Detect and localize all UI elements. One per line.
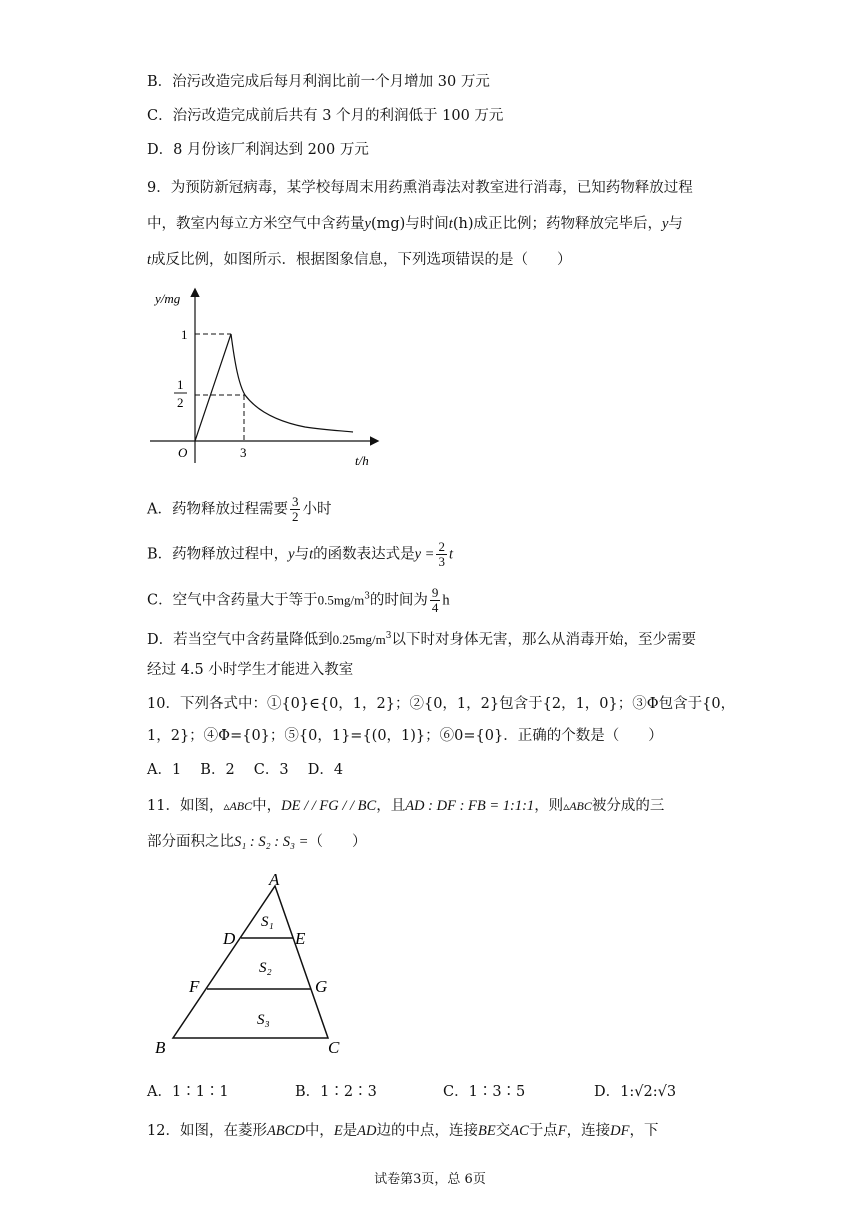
triangle-abc: ▵ABC: [563, 799, 592, 813]
linear-segment: [195, 334, 231, 441]
q11-stem-line2: [147, 832, 366, 852]
fraction: [290, 495, 301, 524]
triangle-outline: [173, 886, 328, 1038]
segment-ac: AC: [510, 1123, 529, 1139]
q9-stem-line3: [147, 250, 572, 270]
label-s3: S₃: [257, 1012, 270, 1028]
q8-option-c: C．治污改造完成前后共有 3 个月的利润低于 100 万元: [147, 108, 504, 124]
ratio-expr: AD : DF : FB = 1:1:1: [405, 798, 535, 814]
q11-option-c: C．1∶3∶5: [443, 1084, 526, 1100]
area-ratio-expr: S₁ : S₂ : S₃ =: [234, 834, 309, 850]
numerator: 2: [438, 539, 445, 554]
origin-label: O: [178, 445, 188, 460]
numerator: 3: [291, 494, 299, 509]
denominator: 3: [438, 554, 445, 569]
q12-text: 是: [342, 1123, 358, 1139]
q9-option-d: [147, 626, 696, 650]
label-d: D: [223, 929, 236, 948]
superscript: 3: [364, 591, 370, 602]
var-t: t: [309, 546, 314, 563]
y-tick-half-num: 1: [177, 377, 184, 392]
label-e: E: [295, 929, 306, 948]
q8-option-d: D．8 月份该厂利润达到 200 万元: [147, 142, 369, 158]
superscript: 3: [385, 631, 392, 641]
triangle-abc: ▵ABC: [223, 799, 253, 813]
inverse-curve: [231, 334, 353, 432]
equation: y =: [414, 546, 435, 563]
q8-option-b: B．治污改造完成后每月利润比前一个月增加 30 万元: [147, 74, 490, 90]
value: 0.25mg/m: [332, 631, 386, 647]
var-t: t: [448, 546, 454, 563]
q11-text: ，则: [534, 798, 564, 814]
q9-option-d-line2: 经过 4.5 小时学生才能进入教室: [147, 662, 354, 678]
q9-text: 与: [294, 546, 310, 563]
unit-h: h: [442, 592, 450, 609]
q9-text: 成正比例；药物释放完毕后，: [473, 216, 662, 232]
segment-ad: AD: [357, 1123, 377, 1139]
parallel-expr: DE / / FG / / BC: [281, 798, 377, 814]
unit-mg: (mg): [370, 216, 406, 232]
value: 0.5mg/m: [317, 592, 365, 608]
y-tick-half-den: 2: [177, 395, 184, 410]
q10-options: A．1 B．2 C．3 D．4: [147, 762, 344, 778]
point-e: E: [333, 1123, 343, 1139]
q11-option-b: B．1∶2∶3: [295, 1084, 377, 1100]
q11-text: （ ）: [308, 834, 367, 850]
q9-text: B．药物释放过程中，: [147, 546, 289, 563]
fraction: [436, 540, 447, 569]
var-t: t: [147, 252, 152, 268]
q12-text: 12．如图，在菱形: [147, 1123, 267, 1139]
x-tick-3: 3: [240, 445, 247, 460]
q12-text: 交: [495, 1123, 511, 1139]
q11-option-a: A．1∶1∶1: [147, 1084, 229, 1100]
q9-text: 与: [668, 216, 683, 232]
var-y: y: [661, 216, 669, 232]
q11-triangle-figure: [145, 868, 355, 1063]
label-s2: S₂: [259, 960, 272, 976]
y-tick-1: 1: [181, 327, 188, 342]
page-footer: 试卷第3页，总 6页: [374, 1172, 486, 1187]
q9-text: 小时: [302, 501, 332, 518]
q11-option-d: D．1:√2:√3: [594, 1084, 677, 1100]
q9-text: D．若当空气中含药量降低到: [147, 631, 333, 648]
q11-text: ，且: [376, 798, 406, 814]
q9-text: A．药物释放过程需要: [147, 501, 288, 518]
unit-h: (h): [452, 216, 474, 232]
label-g: G: [315, 977, 328, 996]
q12-text: ，连接: [566, 1123, 611, 1139]
q9-text: 成反比例，如图所示．根据图象信息，下列选项错误的是（ ）: [151, 252, 572, 268]
q9-text: 与时间: [405, 216, 449, 232]
label-f: F: [189, 977, 200, 996]
q9-stem-line2: [147, 214, 683, 234]
q9-text: 中，教室内每立方米空气中含药量: [147, 216, 365, 232]
q9-option-c: [147, 586, 450, 615]
q9-text: 以下时对身体无害，那么从消毒开始，至少需要: [391, 631, 696, 648]
q10-stem-line1: 10．下列各式中：①{0}∈{0，1，2}；②{0，1，2}包含于{2，1，0}；③Φ包含于{0，: [147, 696, 736, 712]
q12-text: ，下: [629, 1123, 659, 1139]
q11-text: 中，: [252, 798, 282, 814]
label-c: C: [328, 1038, 340, 1057]
segment-df: DF: [610, 1123, 630, 1139]
denominator: 2: [291, 509, 299, 524]
q11-stem-line1: [147, 796, 664, 816]
q9-text: 的时间为: [369, 592, 428, 609]
q10-stem-line2: 1，2}；④Φ={0}；⑤{0，1}={(0，1)}；⑥0={0}．正确的个数是（ ）: [147, 728, 663, 744]
q9-text: C．空气中含药量大于等于: [147, 592, 318, 609]
q12-stem-line1: [147, 1121, 658, 1141]
x-axis-label: t/h: [355, 453, 369, 468]
q11-text: 部分面积之比: [147, 834, 234, 850]
numerator: 9: [431, 585, 439, 600]
q12-text: 边的中点，连接: [376, 1123, 479, 1139]
y-axis-label: y/mg: [155, 291, 181, 306]
q9-stem-line1: 9．为预防新冠病毒，某学校每周末用药熏消毒法对教室进行消毒，已知药物释放过程: [147, 180, 693, 196]
segment-be: BE: [478, 1123, 496, 1139]
rhombus-abcd: ABCD: [266, 1123, 305, 1139]
denominator: 4: [431, 600, 439, 615]
label-a: A: [269, 870, 280, 889]
q12-text: 中，: [304, 1123, 334, 1139]
fraction: [430, 586, 441, 615]
q11-text: 被分成的三: [591, 798, 665, 814]
q11-text: 11．如图，: [147, 798, 224, 814]
q9-option-a: [147, 495, 331, 524]
label-b: B: [155, 1038, 166, 1057]
q9-text: 的函数表达式是: [313, 546, 415, 563]
q9-graph: [145, 285, 385, 470]
label-s1: S₁: [261, 914, 274, 930]
point-f: F: [557, 1123, 567, 1139]
var-t: t: [448, 216, 453, 232]
q9-option-b: [147, 540, 453, 569]
q12-text: 于点: [528, 1123, 558, 1139]
var-y: y: [288, 546, 295, 563]
var-y: y: [364, 216, 371, 232]
